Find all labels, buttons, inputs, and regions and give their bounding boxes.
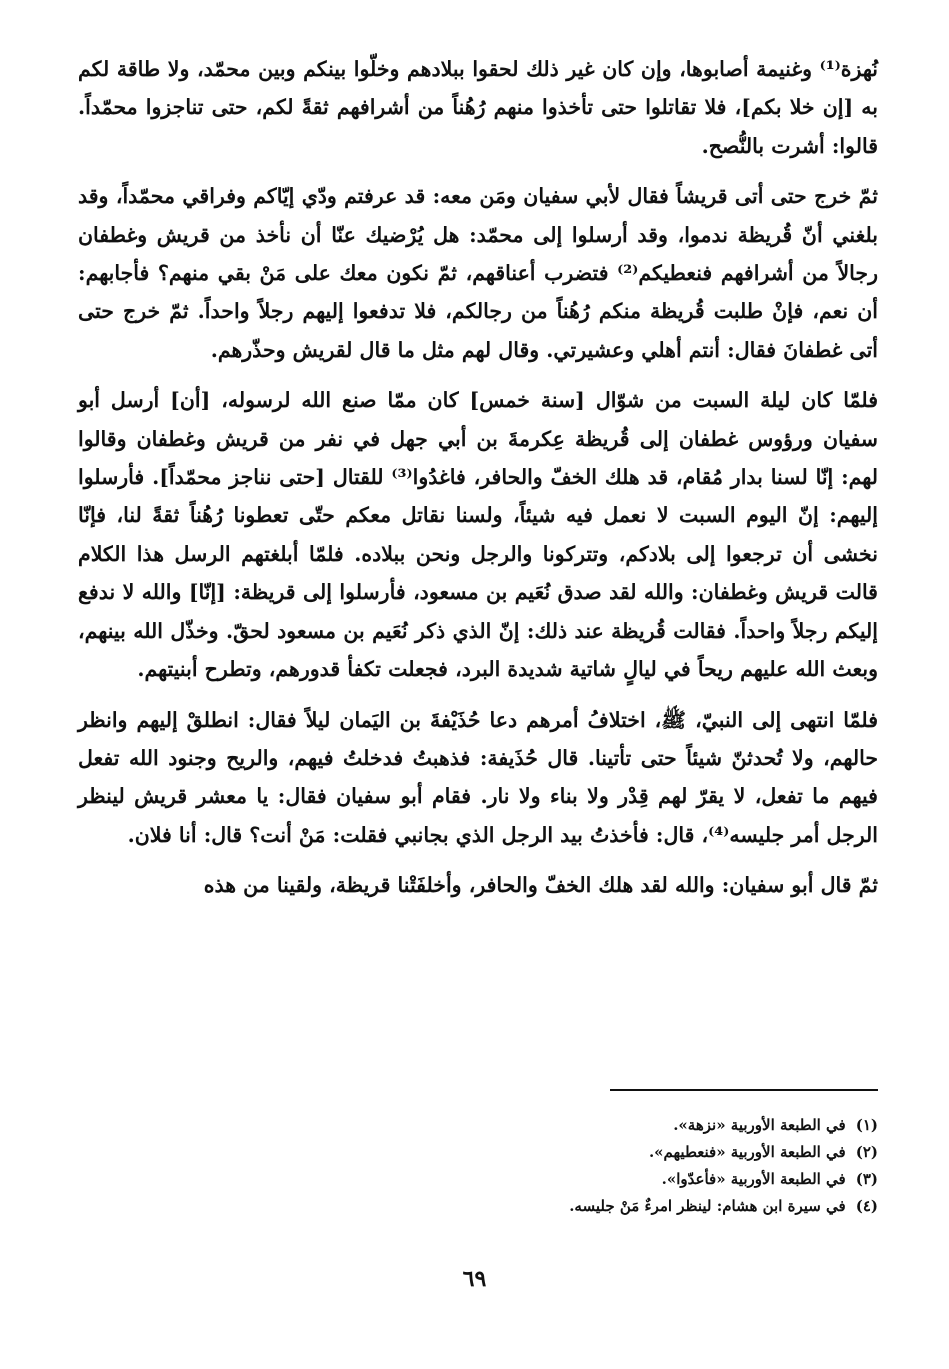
footnote-number: (١) bbox=[855, 1116, 878, 1134]
paragraph-4: فلمّا انتهى إلى النبيّ، ﷺ، اختلافُ أمرهم دعا حُذَيْفةَ بن اليَمان ليلاً فقال: انطلقْ إليهم وانظر حالهم، ولا تُحدثنّ شيئاً حتى تأتينا. قال حُذَيفة: فذهبتُ فدخلتُ فيهم، والريح وجنود الله تفعل فيهم ما تفعل، لا يقرّ لهم قِدْر ولا بناء ولا نار. فقام أبو سفيان فقال: يا معشر قريش لينظر الرجل أمر جليسه⁽⁴⁾، قال: فأخذتُ بيد الرجل الذي بجانبي فقلت: مَنْ أنت؟ قال: أنا فلان. bbox=[78, 707, 878, 847]
footnote-4 bbox=[400, 1193, 878, 1220]
paragraph-3: فلمّا كان ليلة السبت من شوّال [سنة خمس] كان ممّا صنع الله لرسوله، [أن] أرسل أبو سفيان ورؤوس غطفان إلى قُريظة عِكرمةَ بن أبي جهل في نفر من قريش وغطفان وقالوا لهم: إنّا لسنا بدار مُقام، قد هلك الخفّ والحافر، فاغدُوا⁽³⁾ للقتال [حتى نناجز محمّداً]. فأرسلوا إليهم: إنّ اليوم السبت لا نعمل فيه شيئاً، ولسنا نقاتل معكم حتّى تعطونا رُهُناً ثقةً لنا، فإنّا نخشى أن ترجعوا إلى بلادكم، وتتركونا والرجل ونحن ببلاده. فلمّا أبلغتهم الرسل هذا الكلام قالت قريش وغطفان: والله لقد صدق نُعَيم بن مسعود، فأرسلوا إلى قريظة: [إنّا] والله لا ندفع إليكم رجلاً واحداً. فقالت قُريظة عند ذلك: إنّ الذي ذكر نُعَيم بن مسعود لحقّ. وخذّل الله بينهم، وبعث الله عليهم ريحاً في ليالٍ شاتية شديدة البرد، فجعلت تكفأ قدورهم، وتطرح أبنيتهم. bbox=[78, 388, 879, 682]
footnote-text: في الطبعة الأوربية «فأعدّوا». bbox=[661, 1170, 846, 1188]
paragraph-1: نُهزة⁽¹⁾ وغنيمة أصابوها، وإن كان غير ذلك لحقوا ببلادهم وخلّوا بينكم وبين محمّد، ولا طاقة لكم به [إن خلا بكم]، فلا تقاتلوا حتى تأخذوا منهم رُهُناً من أشرافهم ثقةً لكم، حتى تناجزوا محمّداً. قالوا: أشرت بالنُّصح. bbox=[78, 57, 878, 158]
footnote-number: (٢) bbox=[855, 1143, 878, 1161]
footnote-text: في الطبعة الأوربية «فنعطيهم». bbox=[648, 1143, 846, 1161]
footnote-divider bbox=[610, 1089, 878, 1091]
footnote-text: في الطبعة الأوربية «نزهة». bbox=[673, 1116, 846, 1134]
footnote-text: في سيرة ابن هشام: لينظر امرءٌ مَنْ جليسه. bbox=[569, 1197, 846, 1215]
main-text bbox=[78, 50, 878, 905]
paragraph-2: ثمّ خرج حتى أتى قريشاً فقال لأبي سفيان ومَن معه: قد عرفتم ودّي إيّاكم وفراقي محمّداً، وقد بلغني أنّ قُريظة ندموا، وقد أرسلوا إلى محمّد: هل يُرْضيك عنّا أن نأخذ من قريش وغطفان رجالاً من أشرافهم فنعطيكم⁽²⁾ فتضرب أعناقهم، ثمّ نكون معك على مَنْ بقي منهم؟ فأجابهم: أن نعم، فإنْ طلبت قُريظة منكم رُهُناً من رجالكم، فلا تدفعوا إليهم رجلاً واحداً. ثمّ خرج حتى أتى غطفانَ فقال: أنتم أهلي وعشيرتي. وقال لهم مثل ما قال لقريش وحذّرهم. bbox=[78, 184, 878, 362]
footnote-2 bbox=[400, 1139, 878, 1166]
footnotes bbox=[400, 1112, 878, 1220]
paragraph-5: ثمّ قال أبو سفيان: والله لقد هلك الخفّ والحافر، وأخلفَتْنا قريظة، ولقينا من هذه bbox=[203, 873, 878, 898]
footnote-number: (٣) bbox=[855, 1170, 878, 1188]
footnote-number: (٤) bbox=[855, 1197, 878, 1215]
page-number: ٦٩ bbox=[462, 1266, 487, 1292]
footnote-1 bbox=[400, 1112, 878, 1139]
footnote-3 bbox=[400, 1166, 878, 1193]
